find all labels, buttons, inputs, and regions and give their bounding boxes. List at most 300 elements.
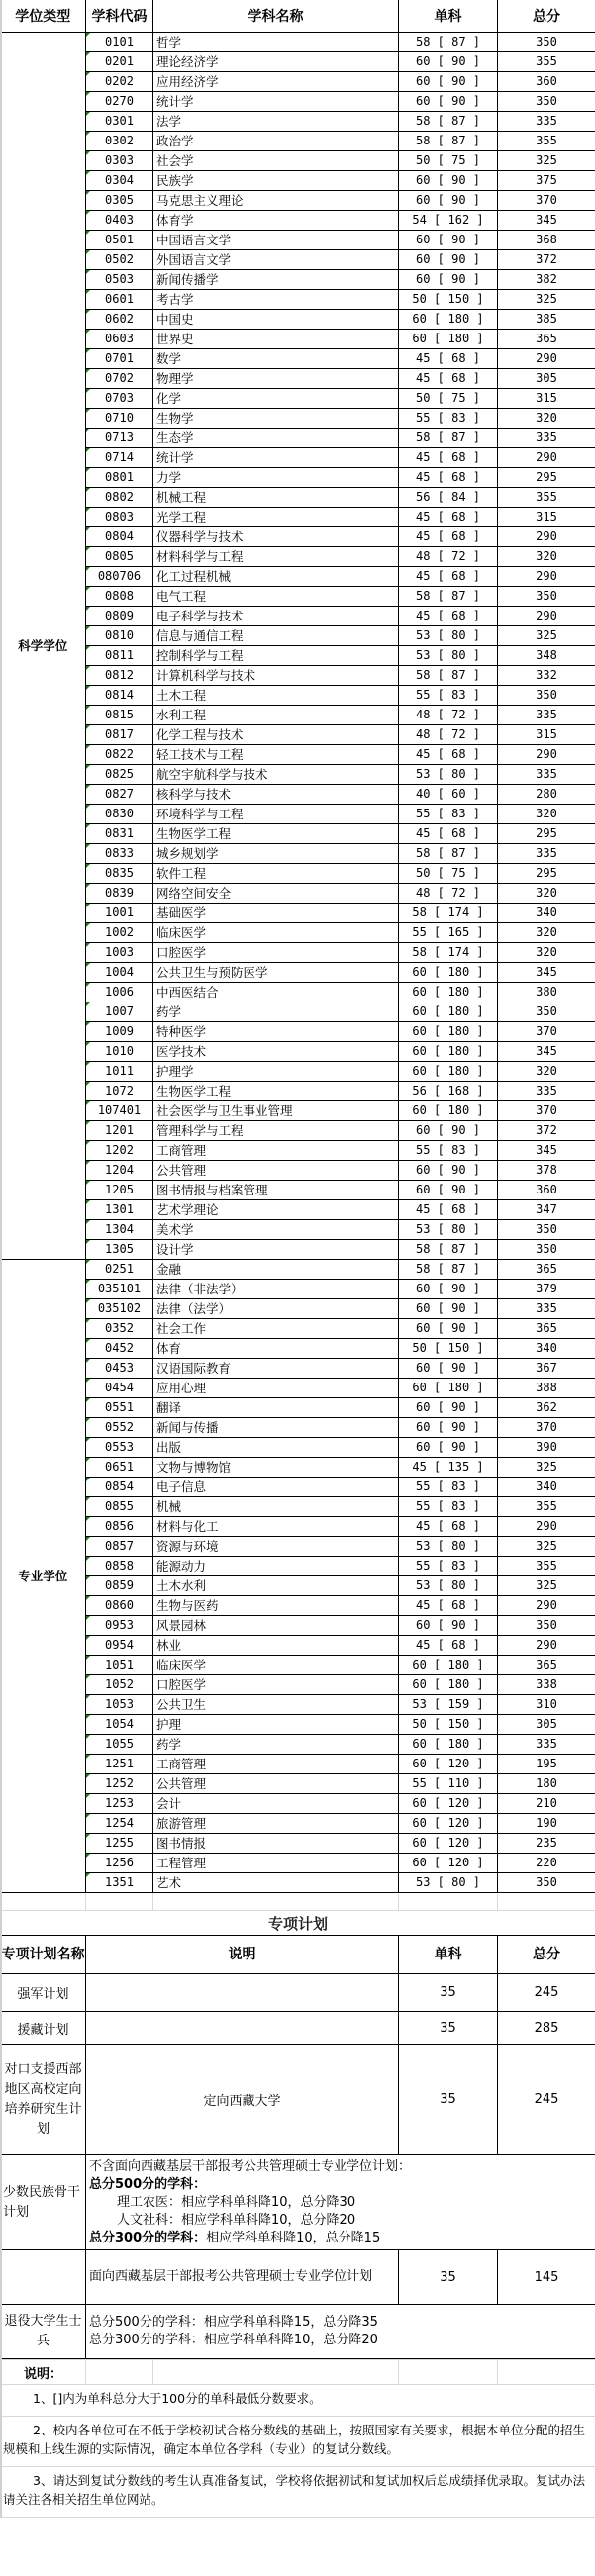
table-row — [1, 1121, 595, 1141]
cell-total: 325 — [498, 290, 595, 310]
cell-code: 1054 — [86, 1715, 153, 1735]
sp-name: 对口支援西部地区高校定向培养研究生计划 — [1, 2045, 86, 2155]
cell-code: 0553 — [86, 1438, 153, 1458]
cell-code: 1254 — [86, 1814, 153, 1834]
table-row — [1, 92, 595, 112]
header-total: 总分 — [498, 0, 595, 33]
sp-row-minority — [1, 2155, 595, 2250]
cell-single: 53 [ 80 ] — [399, 646, 498, 666]
cell-total: 305 — [498, 369, 595, 389]
cell-name: 化学 — [153, 389, 399, 409]
cell-total: 338 — [498, 1675, 595, 1695]
table-row — [1, 646, 595, 666]
cell-code: 0827 — [86, 785, 153, 805]
cell-code: 0352 — [86, 1319, 153, 1339]
cell-single: 56 [ 84 ] — [399, 488, 498, 508]
cell-total: 367 — [498, 1359, 595, 1379]
sp-desc: 定向西藏大学 — [86, 2045, 399, 2155]
cell-total: 180 — [498, 1774, 595, 1794]
cell-single: 60 [ 90 ] — [399, 1319, 498, 1339]
table-row — [1, 1398, 595, 1418]
cell-single: 53 [ 80 ] — [399, 626, 498, 646]
cell-single: 45 [ 135 ] — [399, 1458, 498, 1478]
cell-code: 1252 — [86, 1774, 153, 1794]
cell-code: 0953 — [86, 1616, 153, 1636]
note-item: 2、校内各单位可在不低于学校初试合格分数线的基础上，按照国家有关要求，根据本单位分配的招生规模和上线生源的实际情况，确定本单位各学科（专业）的复试分数线。 — [1, 2417, 595, 2467]
cell-name: 护理学 — [153, 1062, 399, 1082]
cell-name: 机械工程 — [153, 488, 399, 508]
cell-name: 生物医学工程 — [153, 1082, 399, 1101]
table-row — [1, 132, 595, 151]
cell-code: 0552 — [86, 1418, 153, 1438]
special-plan-table — [0, 1911, 595, 2359]
cell-total: 362 — [498, 1398, 595, 1418]
cell-code: 1253 — [86, 1794, 153, 1814]
cell-name: 公共卫生与预防医学 — [153, 963, 399, 983]
cell-name: 口腔医学 — [153, 943, 399, 963]
cell-total: 350 — [498, 92, 595, 112]
table-row — [1, 1220, 595, 1240]
table-row — [1, 1596, 595, 1616]
cell-single: 45 [ 68 ] — [399, 448, 498, 468]
cell-name: 城乡规划学 — [153, 844, 399, 864]
cell-single: 45 [ 68 ] — [399, 1200, 498, 1220]
cell-total: 340 — [498, 1339, 595, 1359]
table-row — [1, 330, 595, 349]
cell-total: 360 — [498, 1181, 595, 1200]
cell-total: 290 — [498, 448, 595, 468]
table-row — [1, 1636, 595, 1656]
cell-name: 体育 — [153, 1339, 399, 1359]
table-row — [1, 231, 595, 250]
cell-name: 力学 — [153, 468, 399, 488]
cell-single: 50 [ 150 ] — [399, 1715, 498, 1735]
table-row — [1, 1101, 595, 1121]
table-row — [1, 1299, 595, 1319]
table-row — [1, 33, 595, 52]
cell-name: 公共管理 — [153, 1774, 399, 1794]
cell-name: 图书情报与档案管理 — [153, 1181, 399, 1200]
cell-single: 60 [ 90 ] — [399, 1616, 498, 1636]
cell-code: 0817 — [86, 725, 153, 745]
table-row — [1, 983, 595, 1002]
cell-total: 290 — [498, 1517, 595, 1537]
cell-total: 310 — [498, 1695, 595, 1715]
sp-row-qiangjun — [1, 1974, 595, 2012]
cell-name: 管理科学与工程 — [153, 1121, 399, 1141]
cell-total: 347 — [498, 1200, 595, 1220]
table-row — [1, 72, 595, 92]
cell-name: 设计学 — [153, 1240, 399, 1260]
cell-name: 中国史 — [153, 310, 399, 330]
cell-name: 航空宇航科学与技术 — [153, 765, 399, 785]
cell-single: 60 [ 180 ] — [399, 963, 498, 983]
cell-single: 60 [ 90 ] — [399, 191, 498, 211]
cell-single: 58 [ 87 ] — [399, 132, 498, 151]
table-row — [1, 1774, 595, 1794]
sp-desc — [86, 1974, 399, 2012]
cell-name: 土木工程 — [153, 686, 399, 706]
cell-code: 0701 — [86, 349, 153, 369]
cell-total: 388 — [498, 1379, 595, 1398]
sp-row-duikou — [1, 2045, 595, 2155]
cell-total: 350 — [498, 1240, 595, 1260]
cell-single: 53 [ 80 ] — [399, 765, 498, 785]
cell-name: 图书情报 — [153, 1834, 399, 1854]
table-row — [1, 1675, 595, 1695]
cell-total: 380 — [498, 983, 595, 1002]
cell-name: 中国语言文学 — [153, 231, 399, 250]
cell-single: 60 [ 180 ] — [399, 1656, 498, 1675]
cell-code: 0811 — [86, 646, 153, 666]
table-row — [1, 1339, 595, 1359]
cell-single: 60 [ 180 ] — [399, 1022, 498, 1042]
table-row — [1, 1240, 595, 1260]
cell-single: 50 [ 75 ] — [399, 151, 498, 171]
cell-code: 0101 — [86, 33, 153, 52]
table-row — [1, 1656, 595, 1675]
table-row — [1, 171, 595, 191]
cell-single: 53 [ 80 ] — [399, 1873, 498, 1893]
academic-degree-label: 科学学位 — [1, 33, 86, 1260]
cell-total: 365 — [498, 1260, 595, 1280]
sp-name: 少数民族骨干计划 — [1, 2155, 86, 2250]
cell-name: 轻工技术与工程 — [153, 745, 399, 765]
table-row — [1, 824, 595, 844]
cell-name: 控制科学与工程 — [153, 646, 399, 666]
minority-line-2: 总分500分的学科： — [89, 2176, 207, 2192]
cell-total: 325 — [498, 626, 595, 646]
cell-code: 0305 — [86, 191, 153, 211]
cell-total: 320 — [498, 409, 595, 429]
minority-line-3: 理工农医：相应学科单科降10，总分降30 — [117, 2194, 356, 2210]
cell-single: 55 [ 165 ] — [399, 923, 498, 943]
table-row — [1, 725, 595, 745]
table-row — [1, 290, 595, 310]
cell-code: 0801 — [86, 468, 153, 488]
cell-total: 335 — [498, 765, 595, 785]
notes-label: 说明： — [1, 2360, 86, 2385]
cell-name: 资源与环境 — [153, 1537, 399, 1557]
cell-single: 60 [ 180 ] — [399, 310, 498, 330]
cell-single: 58 [ 87 ] — [399, 844, 498, 864]
cell-name: 美术学 — [153, 1220, 399, 1240]
cell-total: 210 — [498, 1794, 595, 1814]
cell-code: 1055 — [86, 1735, 153, 1755]
cell-name: 口腔医学 — [153, 1675, 399, 1695]
cell-code: 0270 — [86, 92, 153, 112]
cell-total: 355 — [498, 1557, 595, 1576]
cell-name: 应用心理 — [153, 1379, 399, 1398]
cell-single: 55 [ 83 ] — [399, 1478, 498, 1497]
cell-name: 材料与化工 — [153, 1517, 399, 1537]
table-row — [1, 1042, 595, 1062]
cell-single: 60 [ 180 ] — [399, 330, 498, 349]
table-header — [1, 0, 595, 33]
cell-code: 0859 — [86, 1576, 153, 1596]
cell-name: 药学 — [153, 1735, 399, 1755]
cell-name: 世界史 — [153, 330, 399, 349]
cell-single: 58 [ 174 ] — [399, 943, 498, 963]
cell-name: 旅游管理 — [153, 1814, 399, 1834]
cell-total: 295 — [498, 824, 595, 844]
cell-name: 机械 — [153, 1497, 399, 1517]
table-row — [1, 1695, 595, 1715]
cell-code: 0603 — [86, 330, 153, 349]
table-row — [1, 1082, 595, 1101]
cell-total: 305 — [498, 1715, 595, 1735]
cell-single: 50 [ 75 ] — [399, 864, 498, 884]
cell-name: 网络空间安全 — [153, 884, 399, 904]
cell-single: 55 [ 83 ] — [399, 805, 498, 824]
cell-total: 345 — [498, 1141, 595, 1161]
cell-name: 社会医学与卫生事业管理 — [153, 1101, 399, 1121]
cell-single: 60 [ 90 ] — [399, 1121, 498, 1141]
cell-name: 出版 — [153, 1438, 399, 1458]
table-row — [1, 429, 595, 448]
cell-single: 50 [ 150 ] — [399, 1339, 498, 1359]
cell-name: 工商管理 — [153, 1141, 399, 1161]
cell-total: 332 — [498, 666, 595, 686]
table-row — [1, 1557, 595, 1576]
header-single: 单科 — [399, 0, 498, 33]
cell-code: 0301 — [86, 112, 153, 132]
notes-label-row — [1, 2360, 595, 2385]
table-row — [1, 369, 595, 389]
cell-code: 0814 — [86, 686, 153, 706]
cell-name: 光学工程 — [153, 508, 399, 527]
cell-name: 艺术学理论 — [153, 1200, 399, 1220]
cell-total: 372 — [498, 250, 595, 270]
header-code: 学科代码 — [86, 0, 153, 33]
cell-single: 55 [ 83 ] — [399, 409, 498, 429]
cell-total: 370 — [498, 1022, 595, 1042]
minority-line-1: 不含面向西藏基层干部报考公共管理硕士专业学位计划： — [89, 2158, 412, 2174]
cell-code: 1251 — [86, 1755, 153, 1774]
cell-total: 315 — [498, 389, 595, 409]
table-row — [1, 191, 595, 211]
cell-code: 1010 — [86, 1042, 153, 1062]
cell-total: 335 — [498, 112, 595, 132]
table-row — [1, 547, 595, 567]
table-row — [1, 488, 595, 508]
cell-name: 化学工程与技术 — [153, 725, 399, 745]
cell-total: 335 — [498, 844, 595, 864]
cell-total: 350 — [498, 587, 595, 607]
cell-total: 348 — [498, 646, 595, 666]
table-row — [1, 310, 595, 330]
sp-row-yuanzang — [1, 2012, 595, 2045]
cell-single: 60 [ 90 ] — [399, 171, 498, 191]
cell-name: 医学技术 — [153, 1042, 399, 1062]
cell-single: 45 [ 68 ] — [399, 349, 498, 369]
cell-single: 58 [ 87 ] — [399, 33, 498, 52]
cell-name: 中西医结合 — [153, 983, 399, 1002]
special-plan-header — [1, 1936, 595, 1974]
cell-single: 60 [ 90 ] — [399, 72, 498, 92]
cell-code: 0815 — [86, 706, 153, 725]
cell-code: 0855 — [86, 1497, 153, 1517]
cell-name: 文物与博物馆 — [153, 1458, 399, 1478]
cell-single: 60 [ 90 ] — [399, 1181, 498, 1200]
cell-single: 45 [ 68 ] — [399, 567, 498, 587]
table-row — [1, 1735, 595, 1755]
cell-total: 350 — [498, 33, 595, 52]
cell-code: 0822 — [86, 745, 153, 765]
cell-name: 汉语国际教育 — [153, 1359, 399, 1379]
cell-total: 370 — [498, 1101, 595, 1121]
cell-code: 0453 — [86, 1359, 153, 1379]
cell-single: 60 [ 120 ] — [399, 1834, 498, 1854]
cell-name: 生态学 — [153, 429, 399, 448]
cell-code: 0854 — [86, 1478, 153, 1497]
cell-code: 107401 — [86, 1101, 153, 1121]
table-row — [1, 1458, 595, 1478]
cell-code: 0602 — [86, 310, 153, 330]
table-row — [1, 686, 595, 706]
cell-single: 60 [ 180 ] — [399, 983, 498, 1002]
cell-single: 45 [ 68 ] — [399, 1596, 498, 1616]
cell-total: 320 — [498, 1062, 595, 1082]
minority-line-4: 人文社科：相应学科单科降10，总分降20 — [117, 2212, 356, 2228]
cell-total: 290 — [498, 349, 595, 369]
cell-code: 0812 — [86, 666, 153, 686]
table-row — [1, 904, 595, 923]
sp-single: 35 — [399, 2012, 498, 2045]
academic-section — [1, 33, 595, 1260]
cell-name: 金融 — [153, 1260, 399, 1280]
cell-single: 53 [ 80 ] — [399, 1220, 498, 1240]
cell-code: 0830 — [86, 805, 153, 824]
table-row — [1, 1517, 595, 1537]
table-row — [1, 805, 595, 824]
cell-single: 40 [ 60 ] — [399, 785, 498, 805]
cell-single: 56 [ 168 ] — [399, 1082, 498, 1101]
cell-code: 0713 — [86, 429, 153, 448]
cell-name: 法学 — [153, 112, 399, 132]
header-degree-type: 学位类型 — [1, 0, 86, 33]
cell-single: 53 [ 80 ] — [399, 1537, 498, 1557]
sp-name: 退役大学生士兵 — [1, 2305, 86, 2359]
cell-name: 体育学 — [153, 211, 399, 231]
sp-row-tibet-mpa — [1, 2250, 595, 2305]
cell-name: 外国语言文学 — [153, 250, 399, 270]
cell-total: 340 — [498, 904, 595, 923]
cell-total: 385 — [498, 310, 595, 330]
cell-total: 290 — [498, 1636, 595, 1656]
cell-code: 1072 — [86, 1082, 153, 1101]
table-row — [1, 607, 595, 626]
table-row — [1, 1260, 595, 1280]
cell-total: 325 — [498, 151, 595, 171]
sp-desc: 面向西藏基层干部报考公共管理硕士专业学位计划 — [86, 2250, 399, 2305]
cell-total: 372 — [498, 1121, 595, 1141]
cell-name: 法律（非法学） — [153, 1280, 399, 1299]
cell-name: 工程管理 — [153, 1854, 399, 1873]
cell-code: 1255 — [86, 1834, 153, 1854]
cell-single: 53 [ 159 ] — [399, 1695, 498, 1715]
cell-code: 1002 — [86, 923, 153, 943]
cell-code: 1052 — [86, 1675, 153, 1695]
cell-single: 54 [ 162 ] — [399, 211, 498, 231]
table-row — [1, 1359, 595, 1379]
cell-single: 60 [ 180 ] — [399, 1002, 498, 1022]
table-row — [1, 1002, 595, 1022]
cell-code: 0714 — [86, 448, 153, 468]
cell-total: 368 — [498, 231, 595, 250]
cell-single: 60 [ 90 ] — [399, 1299, 498, 1319]
table-row — [1, 151, 595, 171]
table-row — [1, 1280, 595, 1299]
table-row — [1, 409, 595, 429]
minority-line-5-bold: 总分300分的学科： — [89, 2230, 207, 2245]
cell-name: 化工过程机械 — [153, 567, 399, 587]
cell-code: 1304 — [86, 1220, 153, 1240]
notes-table — [0, 2359, 595, 2518]
cell-name: 临床医学 — [153, 923, 399, 943]
cell-code: 0454 — [86, 1379, 153, 1398]
cell-code: 0403 — [86, 211, 153, 231]
table-row — [1, 626, 595, 646]
cell-total: 370 — [498, 191, 595, 211]
sp-header-single: 单科 — [399, 1936, 498, 1974]
cell-single: 60 [ 90 ] — [399, 1161, 498, 1181]
cell-total: 295 — [498, 864, 595, 884]
table-row — [1, 1181, 595, 1200]
table-row — [1, 864, 595, 884]
professional-degree-label: 专业学位 — [1, 1260, 86, 1893]
cell-name: 电子信息 — [153, 1478, 399, 1497]
cell-name: 数学 — [153, 349, 399, 369]
table-row — [1, 389, 595, 409]
cell-code: 0857 — [86, 1537, 153, 1557]
cell-single: 50 [ 75 ] — [399, 389, 498, 409]
table-row — [1, 587, 595, 607]
cell-code: 0503 — [86, 270, 153, 290]
special-plan-title-row — [1, 1911, 595, 1936]
cell-name: 水利工程 — [153, 706, 399, 725]
cell-name: 政治学 — [153, 132, 399, 151]
table-row — [1, 448, 595, 468]
cell-total: 325 — [498, 1576, 595, 1596]
cell-total: 345 — [498, 1042, 595, 1062]
cell-name: 新闻与传播 — [153, 1418, 399, 1438]
cell-name: 软件工程 — [153, 864, 399, 884]
cell-total: 350 — [498, 1002, 595, 1022]
cell-single: 45 [ 68 ] — [399, 824, 498, 844]
cell-code: 1011 — [86, 1062, 153, 1082]
cell-total: 390 — [498, 1438, 595, 1458]
cell-total: 290 — [498, 607, 595, 626]
cell-code: 0825 — [86, 765, 153, 785]
table-row — [1, 666, 595, 686]
cell-code: 1305 — [86, 1240, 153, 1260]
cell-code: 0802 — [86, 488, 153, 508]
cell-total: 350 — [498, 1873, 595, 1893]
cell-code: 1201 — [86, 1121, 153, 1141]
cell-total: 325 — [498, 1537, 595, 1557]
cell-total: 320 — [498, 805, 595, 824]
cell-total: 335 — [498, 1299, 595, 1319]
sp-desc-veterans — [86, 2305, 595, 2359]
table-row — [1, 52, 595, 72]
cell-code: 1205 — [86, 1181, 153, 1200]
cell-single: 60 [ 90 ] — [399, 1398, 498, 1418]
cell-single: 58 [ 87 ] — [399, 1240, 498, 1260]
cell-code: 0804 — [86, 527, 153, 547]
cell-name: 考古学 — [153, 290, 399, 310]
cell-code: 0808 — [86, 587, 153, 607]
